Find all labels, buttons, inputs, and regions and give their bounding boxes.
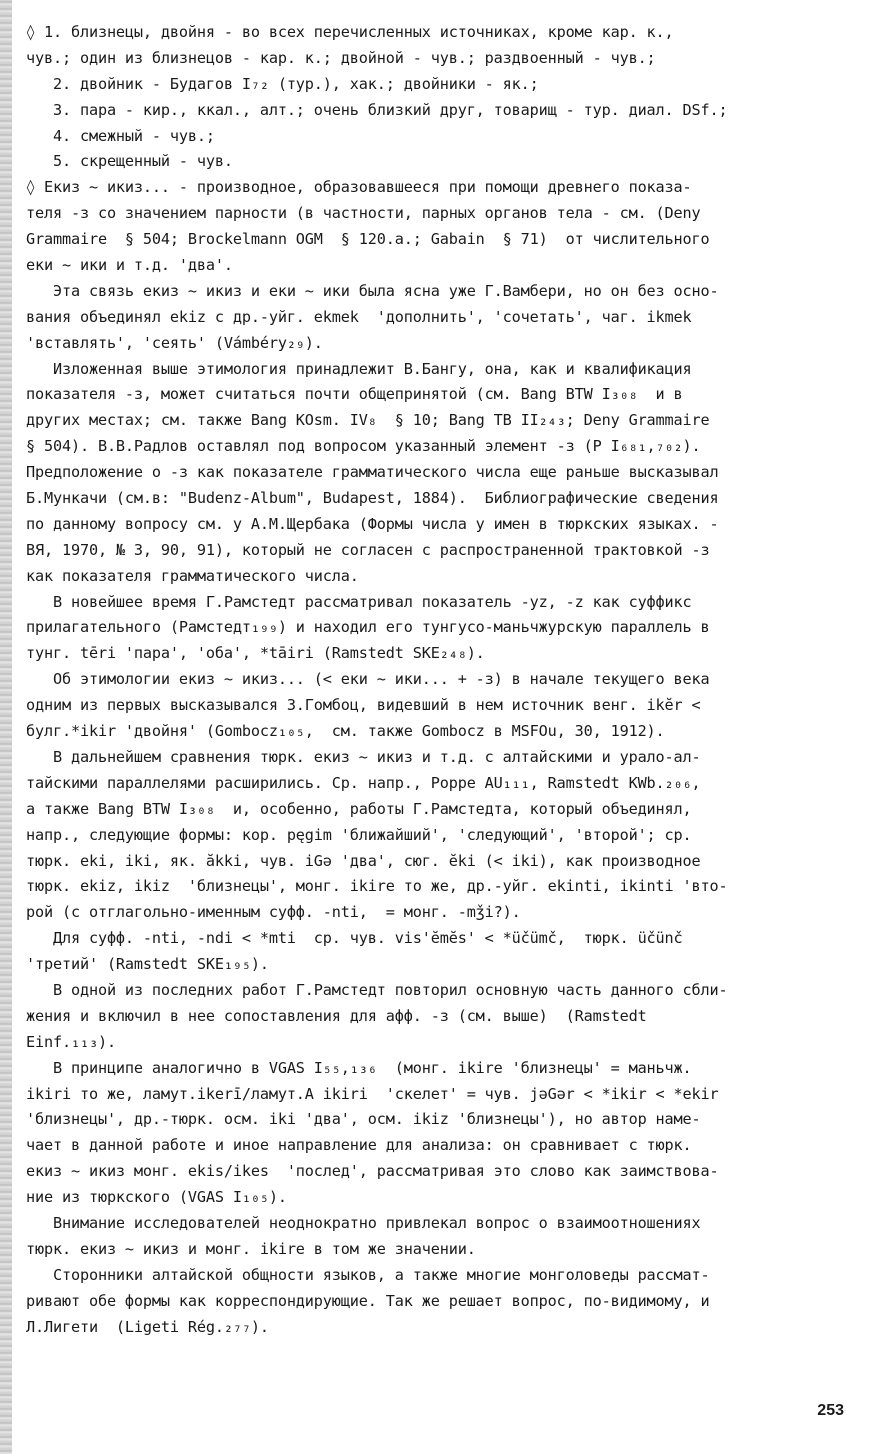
text-line: В одной из последних работ Г.Рамстедт повторил основную часть данного сбли- (26, 980, 728, 999)
text-line: Einf.₁₁₃). (26, 1032, 116, 1051)
text-line: как показателя грамматического числа. (26, 566, 359, 585)
text-line: 3. пара - кир., ккал., алт.; очень близкий друг, товарищ - тур. диал. DSf.; (26, 100, 728, 119)
text-line: тюрк. ekiz, ikiz 'близнецы', монг. ikire то же, др.-уйг. ekinti, ikinti 'вто- (26, 877, 728, 896)
page-edge-shadow (0, 0, 12, 1454)
text-line: 4. смежный - чув.; (26, 126, 215, 145)
text-line: екиз ~ икиз монг. ekis/ikes 'послед', рассматривая это слово как заимствова- (26, 1162, 719, 1181)
text-line: а также Bang BTW I₃₀₈ и, особенно, работы Г.Рамстедта, который объединял, (26, 799, 692, 818)
text-line: Изложенная выше этимология принадлежит В.Бангу, она, как и квалификация (26, 359, 692, 378)
text-line: ◊ 1. близнецы, двойня - во всех перечисленных источниках, кроме кар. к., (26, 23, 674, 41)
text-line: Сторонники алтайской общности языков, а также многие монголоведы рассмат- (26, 1265, 710, 1284)
text-line: булг.*ikir 'двойня' (Gombocz₁₀₅, см. также Gombocz в MSFOu, 30, 1912). (26, 722, 665, 741)
text-line: ikiri то же, ламут.ikerī/ламут.A ikiri 'скелет' = чув. jəGər < *ikir < *ekir (26, 1084, 719, 1103)
page-number: 253 (817, 1402, 844, 1419)
text-line: 'близнецы', др.-тюрк. осм. iki 'два', осм. ikiz 'близнецы'), но автор наме- (26, 1110, 701, 1129)
text-line: жения и включил в нее сопоставления для афф. -з (см. выше) (Ramstedt (26, 1006, 647, 1025)
text-line: Б.Мункачи (см.в: "Budenz-Album", Budapest, 1884). Библиографические сведения (26, 489, 719, 508)
text-line: Эта связь екиз ~ икиз и еки ~ ики была ясна уже Г.Вамбери, но он без осно- (26, 281, 719, 300)
text-line: ривают обе формы как корреспондирующие. Так же решает вопрос, по-видимому, и (26, 1291, 710, 1310)
text-line: В новейшее время Г.Рамстедт рассматривал показатель -yz, -z как суффикс (26, 592, 692, 611)
text-line: 'вставлять', 'сеять' (Vámbéry₂₉). (26, 333, 323, 352)
text-line: Предположение о -з как показателе грамматического числа еще раньше высказывал (26, 463, 719, 482)
text-line: ◊ Екиз ~ икиз... - производное, образовавшееся при помощи древнего показа- (26, 178, 692, 197)
text-line: тюрк. екиз ~ икиз и монг. ikire в том же значении. (26, 1239, 476, 1258)
text-line: 5. скрещенный - чув. (26, 152, 233, 171)
text-line: 'третий' (Ramstedt SKE₁₉₅). (26, 955, 269, 974)
text-line: тюрк. eki, iki, як. ăkki, чув. iGə 'два', сюг. ĕki (< iki), как производное (26, 851, 701, 870)
text-line: тунг. tēri 'пара', 'оба', *tāiri (Ramstedt SKE₂₄₈). (26, 644, 485, 663)
text-line: показателя -з, может считаться почти общепринятой (см. Bang BTW I₃₀₈ и в (26, 385, 683, 404)
text-line: рой (с отглагольно-именным суфф. -nti, = монг. -mǯi?). (26, 903, 521, 922)
text-line: по данному вопросу см. у А.М.Щербака (Формы числа у имен в тюркских языках. - (26, 514, 719, 533)
text-line: В дальнейшем сравнения тюрк. екиз ~ икиз и т.д. с алтайскими и урало-ал- (26, 747, 701, 766)
document-body (26, 20, 858, 1340)
text-line: § 504). В.В.Радлов оставлял под вопросом указанный элемент -з (Р I₆₈₁,₇₀₂). (26, 437, 701, 456)
text-line: других местах; см. также Bang KOsm. IV₈ § 10; Bang TB II₂₄₃; Deny Grammaire (26, 411, 710, 430)
text-line: чает в данной работе и иное направление для анализа: он сравнивает с тюрк. (26, 1136, 692, 1155)
text-line: В принципе аналогично в VGAS I₅₅,₁₃₆ (монг. ikire 'близнецы' = маньчж. (26, 1058, 692, 1077)
text-line: тайскими параллелями расширились. Ср. напр., Poppe AU₁₁₁, Ramstedt KWb.₂₀₆, (26, 773, 701, 792)
text-line: Внимание исследователей неоднократно привлекал вопрос о взаимоотношениях (26, 1213, 701, 1232)
text-line: Л.Лигети (Ligeti Rég.₂₇₇). (26, 1317, 269, 1336)
text-line: напр., следующие формы: кор. pęgim 'ближайший', 'следующий', 'второй'; ср. (26, 825, 692, 844)
text-line: Об этимологии екиз ~ икиз... (< еки ~ ики... + -з) в начале текущего века (26, 670, 710, 689)
text-line: прилагательного (Рамстедт₁₉₉) и находил его тунгусо-маньчжурскую параллель в (26, 618, 710, 637)
text-line: ние из тюркского (VGAS I₁₀₅). (26, 1188, 287, 1207)
text-line: вания объединял ekiz с др.-уйг. ekmek 'дополнить', 'сочетать', чаг. ikmek (26, 307, 692, 326)
text-line: теля -з со значением парности (в частности, парных органов тела - см. (Deny (26, 204, 701, 223)
text-line: Для суфф. -nti, -ndi < *mti ср. чув. vis'ĕmĕs' < *üčümč, тюрк. üčünč (26, 929, 683, 948)
text-line: Grammaire § 504; Brockelmann OGM § 120.a.; Gabain § 71) от числительного (26, 230, 710, 249)
text-line: одним из первых высказывался З.Гомбоц, видевший в нем источник венг. ikĕr < (26, 696, 701, 715)
text-line: еки ~ ики и т.д. 'два'. (26, 256, 233, 275)
text-line: чув.; один из близнецов - кар. к.; двойной - чув.; раздвоенный - чув.; (26, 48, 656, 67)
text-line: ВЯ, 1970, № 3, 90, 91), который не согласен с распространенной трактовкой -з (26, 540, 710, 559)
text-line: 2. двойник - Будагов I₇₂ (тур.), хак.; двойники - як.; (26, 74, 539, 93)
